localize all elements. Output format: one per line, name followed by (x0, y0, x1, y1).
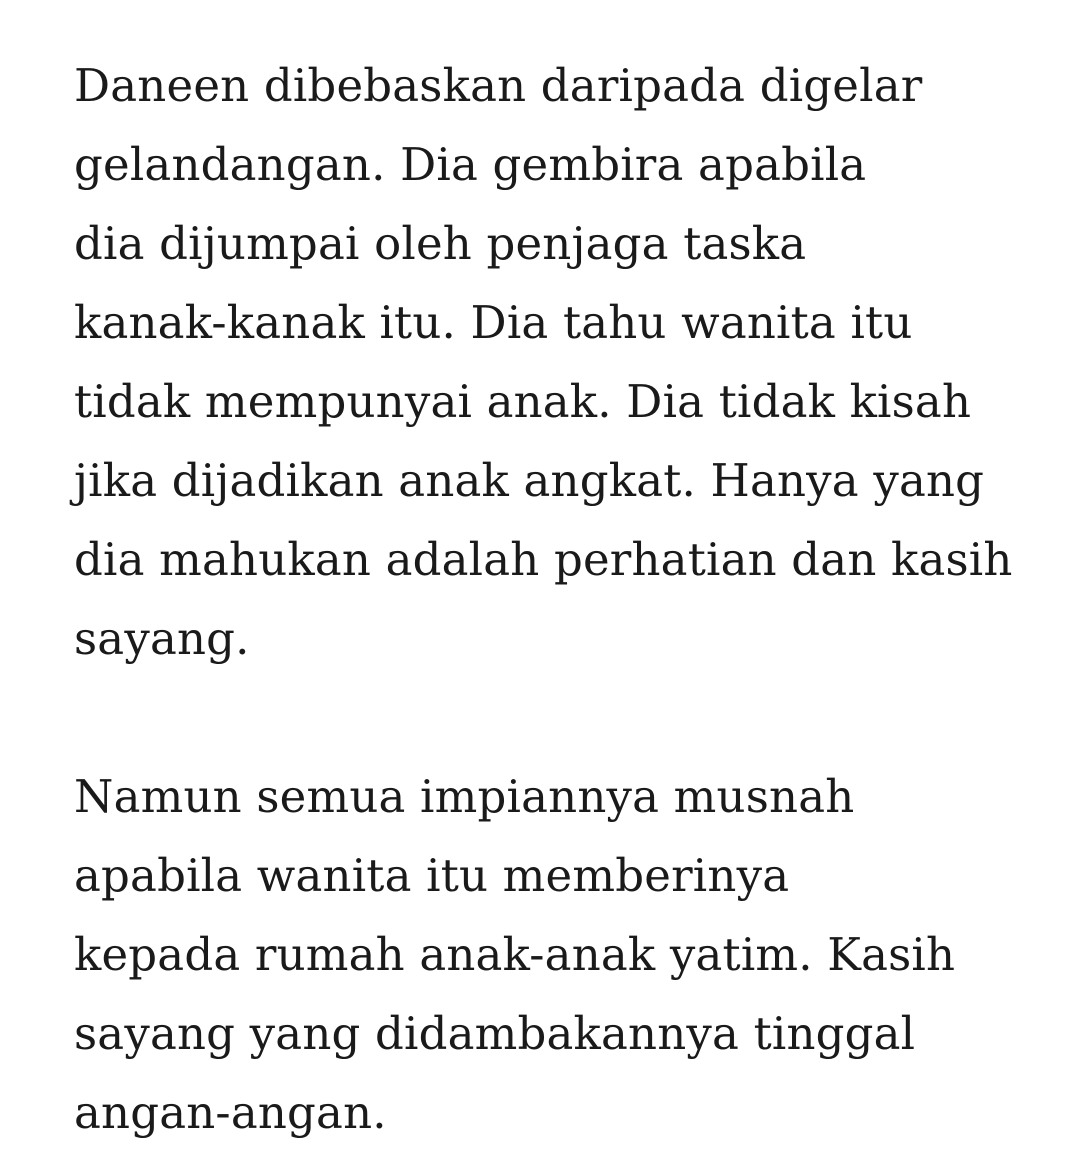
text-line: dia mahukan adalah perhatian dan kasih (74, 533, 1013, 586)
text-line: dia dijumpai oleh penjaga taska (74, 217, 807, 270)
article-body (74, 46, 1034, 1152)
paragraph-2 (74, 757, 1034, 1152)
text-line: Namun semua impiannya musnah (74, 770, 855, 823)
paragraph-1 (74, 46, 1034, 678)
text-line: sayang. (74, 612, 250, 665)
text-line: Daneen dibebaskan daripada digelar (74, 59, 923, 112)
text-line: tidak mempunyai anak. Dia tidak kisah (74, 375, 972, 428)
text-line: apabila wanita itu memberinya (74, 849, 790, 902)
text-line: gelandangan. Dia gembira apabila (74, 138, 867, 191)
text-line: kanak-kanak itu. Dia tahu wanita itu (74, 296, 913, 349)
text-line: jika dijadikan anak angkat. Hanya yang (74, 454, 985, 507)
text-line: sayang yang didambakannya tinggal (74, 1007, 916, 1060)
text-line: angan-angan. (74, 1086, 387, 1139)
text-line: kepada rumah anak-anak yatim. Kasih (74, 928, 956, 981)
